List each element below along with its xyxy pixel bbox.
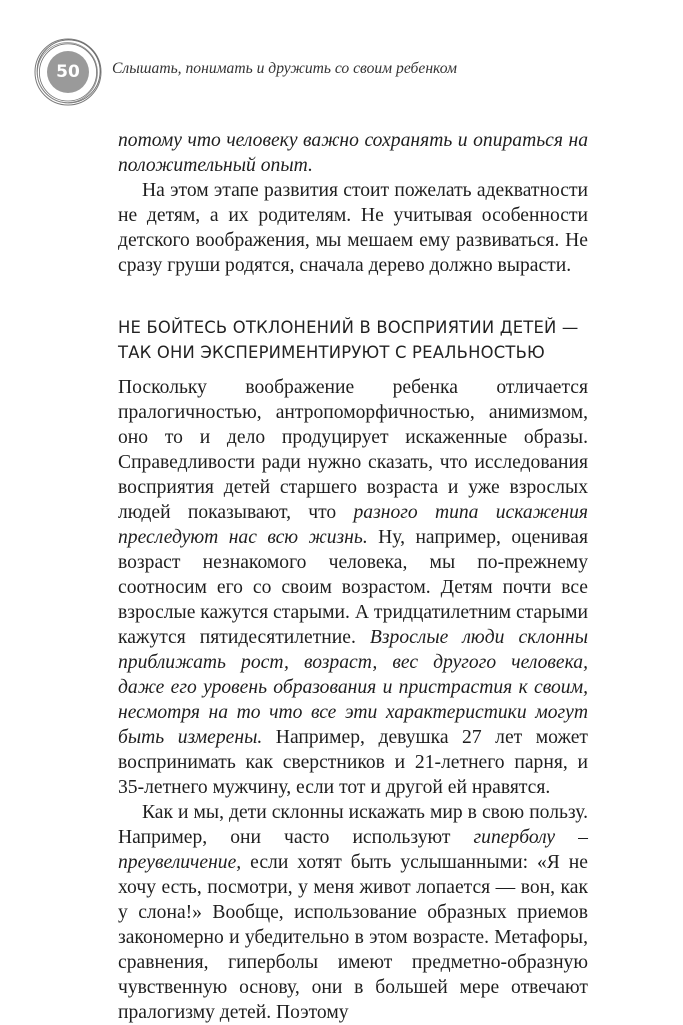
heading-line: ТАК ОНИ ЭКСПЕРИМЕНТИРУЮТ С РЕАЛЬНОСТЬЮ bbox=[118, 343, 545, 362]
page-number: 50 bbox=[56, 62, 80, 82]
paragraph: Как и мы, дети склонны искажать мир в свою пользу. Например, они часто используют гиперболу – преувеличение, если хотят быть услышанными: «Я не хочу есть, посмотри, у меня живот лопается — вон, как у слона!» Вообще, использование образных приемов закономерно и убедительно в этом возрасте. Метафоры, сравнения, гиперболы имеют предметно-образную чувственную основу, они в большей мере отвечают пралогизму детей. Поэтому bbox=[118, 802, 588, 1023]
heading-line: НЕ БОЙТЕСЬ ОТКЛОНЕНИЙ В ВОСПРИЯТИИ ДЕТЕЙ — bbox=[118, 318, 579, 337]
running-title: Слышать, понимать и дружить со своим ребенком bbox=[112, 60, 457, 77]
paragraph: На этом этапе развития стоит пожелать адекватности не детям, а их родителям. Не учитывая особенности детского воображения, мы мешаем ему развиваться. Не сразу груши родятся, сначала дерево должно вырасти. bbox=[118, 180, 588, 276]
body-text-block bbox=[118, 375, 588, 1025]
section-heading bbox=[118, 315, 588, 365]
paragraph: Поскольку воображение ребенка отличается пралогичностью, антропоморфичностью, анимизмом, оно то и дело продуцирует искаженные образы. Справедливости ради нужно сказать, что исследования восприятия детей старшего возраста и уже взрослых людей показывают, что разного типа искажения преследуют нас всю жизнь. Ну, например, оценивая возраст незнакомого человека, мы по-прежнему соотносим его со своим возрастом. Детям почти все взрослые кажутся старыми. А тридцатилетним старыми кажутся пятидесятилетние. Взрослые люди склонны приближать рост, возраст, вес другого человека, даже его уровень образования и пристрастия к своим, несмотря на то что все эти характеристики могут быть измерены. Например, девушка 27 лет может воспринимать как сверстников и 21-летнего парня, и 35-летнего мужчину, если тот и другой ей нравятся. bbox=[118, 377, 589, 798]
top-text-block bbox=[118, 128, 588, 278]
page-header bbox=[32, 36, 652, 108]
continued-paragraph: потому что человеку важно сохранять и опираться на положительный опыт. bbox=[118, 130, 588, 176]
